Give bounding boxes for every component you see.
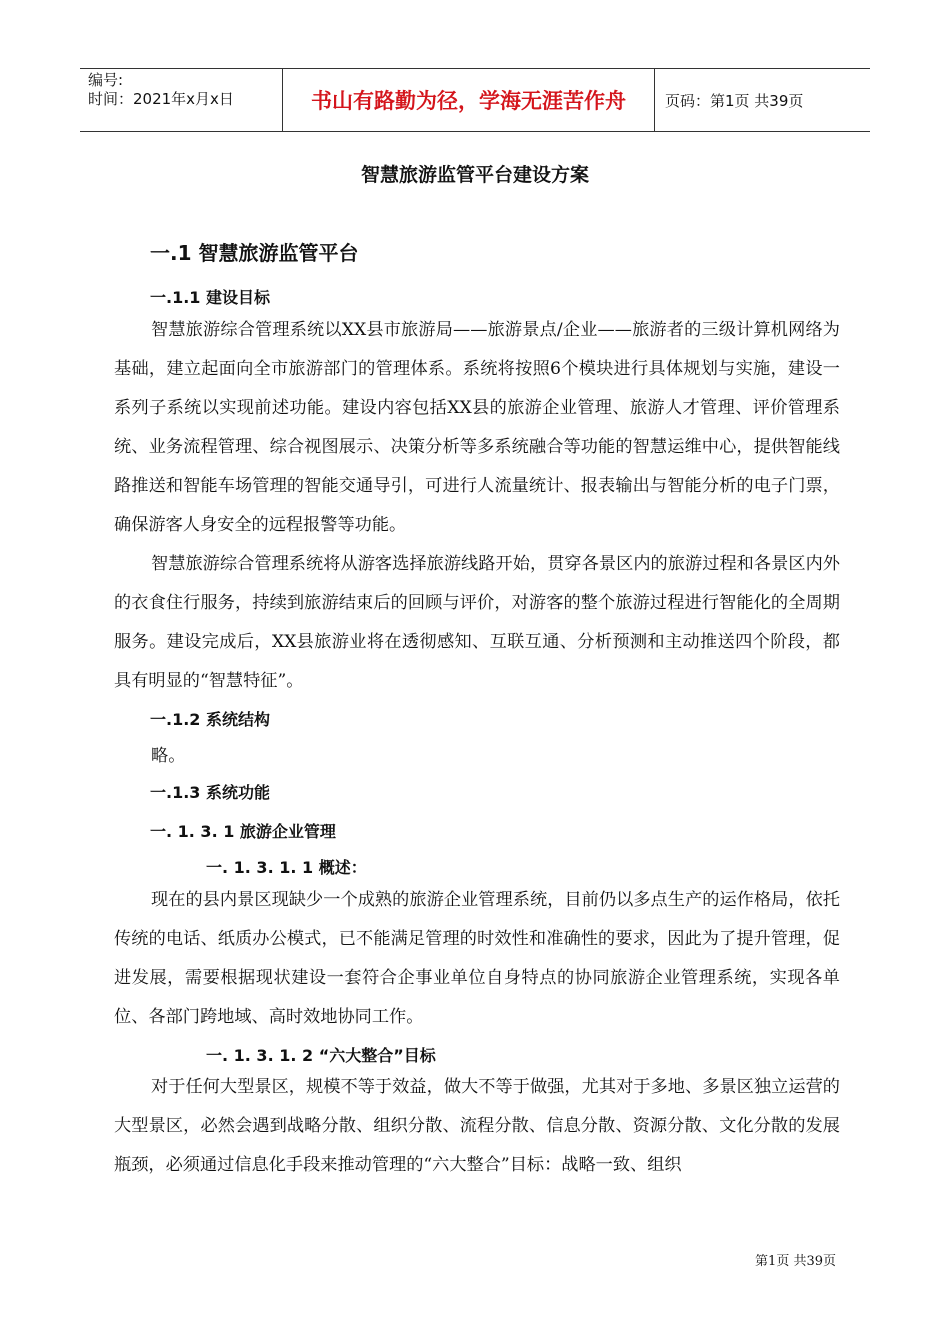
structure-body: 略。	[151, 746, 186, 766]
section-heading-1-1-1: 一.1.1 建设目标	[150, 288, 270, 307]
document-title: 智慧旅游监管平台建设方案	[360, 164, 589, 186]
paragraph-overview: 现在的县内景区现缺少一个成熟的旅游企业管理系统，目前仍以多点生产的运作格局，依托传统的电话、纸质办公模式，已不能满足管理的时效性和准确性的要求，因此为了提升管理，促进发展，需要根据现状建设一套符合企事业单位自身特点的协同旅游企业管理系统，实现各单位、各部门跨地域、高时效地协同工作。	[114, 890, 840, 1027]
header-page-label: 页码：第1页 共39页	[665, 91, 804, 110]
document-date-label: 时间：2021年x月x日	[88, 90, 234, 108]
paragraph-goal-2: 智慧旅游综合管理系统将从游客选择旅游线路开始，贯穿各景区内的旅游过程和各景区内外的衣食住行服务，持续到旅游结束后的回顾与评价，对游客的整个旅游过程进行智能化的全周期服务。建设完成后，XX县旅游业将在透彻感知、互联互通、分析预测和主动推送四个阶段，都具有明显的“智慧特征”。	[114, 554, 840, 691]
section-heading-1-1-2: 一.1.2 系统结构	[150, 710, 270, 729]
section-heading-1-1-3-1: 一. 1. 3. 1 旅游企业管理	[150, 822, 336, 841]
document-header	[80, 68, 870, 132]
section-heading-1: 一.1 智慧旅游监管平台	[150, 241, 359, 265]
page-footer: 第1页 共39页	[755, 1254, 836, 1269]
paragraph-six-integrations: 对于任何大型景区，规模不等于效益，做大不等于做强，尤其对于多地、多景区独立运营的大型景区，必然会遇到战略分散、组织分散、流程分散、信息分散、资源分散、文化分散的发展瓶颈，必须通过信息化手段来推动管理的“六大整合”目标：战略一致、组织	[114, 1077, 840, 1175]
section-heading-1-1-3-1-2: 一. 1. 3. 1. 2 “六大整合”目标	[206, 1046, 436, 1065]
section-heading-1-1-3: 一.1.3 系统功能	[150, 783, 270, 802]
document-number-label: 编号:	[88, 71, 124, 89]
header-meta-cell	[80, 69, 283, 131]
section-heading-1-1-3-1-1: 一. 1. 3. 1. 1 概述：	[206, 858, 367, 877]
paragraph-goal-1: 智慧旅游综合管理系统以XX县市旅游局——旅游景点/企业——旅游者的三级计算机网络为基础，建立起面向全市旅游部门的管理体系。系统将按照6个模块进行具体规划与实施，建设一系列子系统以实现前述功能。建设内容包括XX县的旅游企业管理、旅游人才管理、评价管理系统、业务流程管理、综合视图展示、决策分析等多系统融合等功能的智慧运维中心，提供智能线路推送和智能车场管理的智能交通导引，可进行人流量统计、报表输出与智能分析的电子门票，确保游客人身安全的远程报警等功能。	[114, 320, 840, 535]
header-motto: 书山有路勤为径，学海无涯苦作舟	[283, 69, 655, 131]
